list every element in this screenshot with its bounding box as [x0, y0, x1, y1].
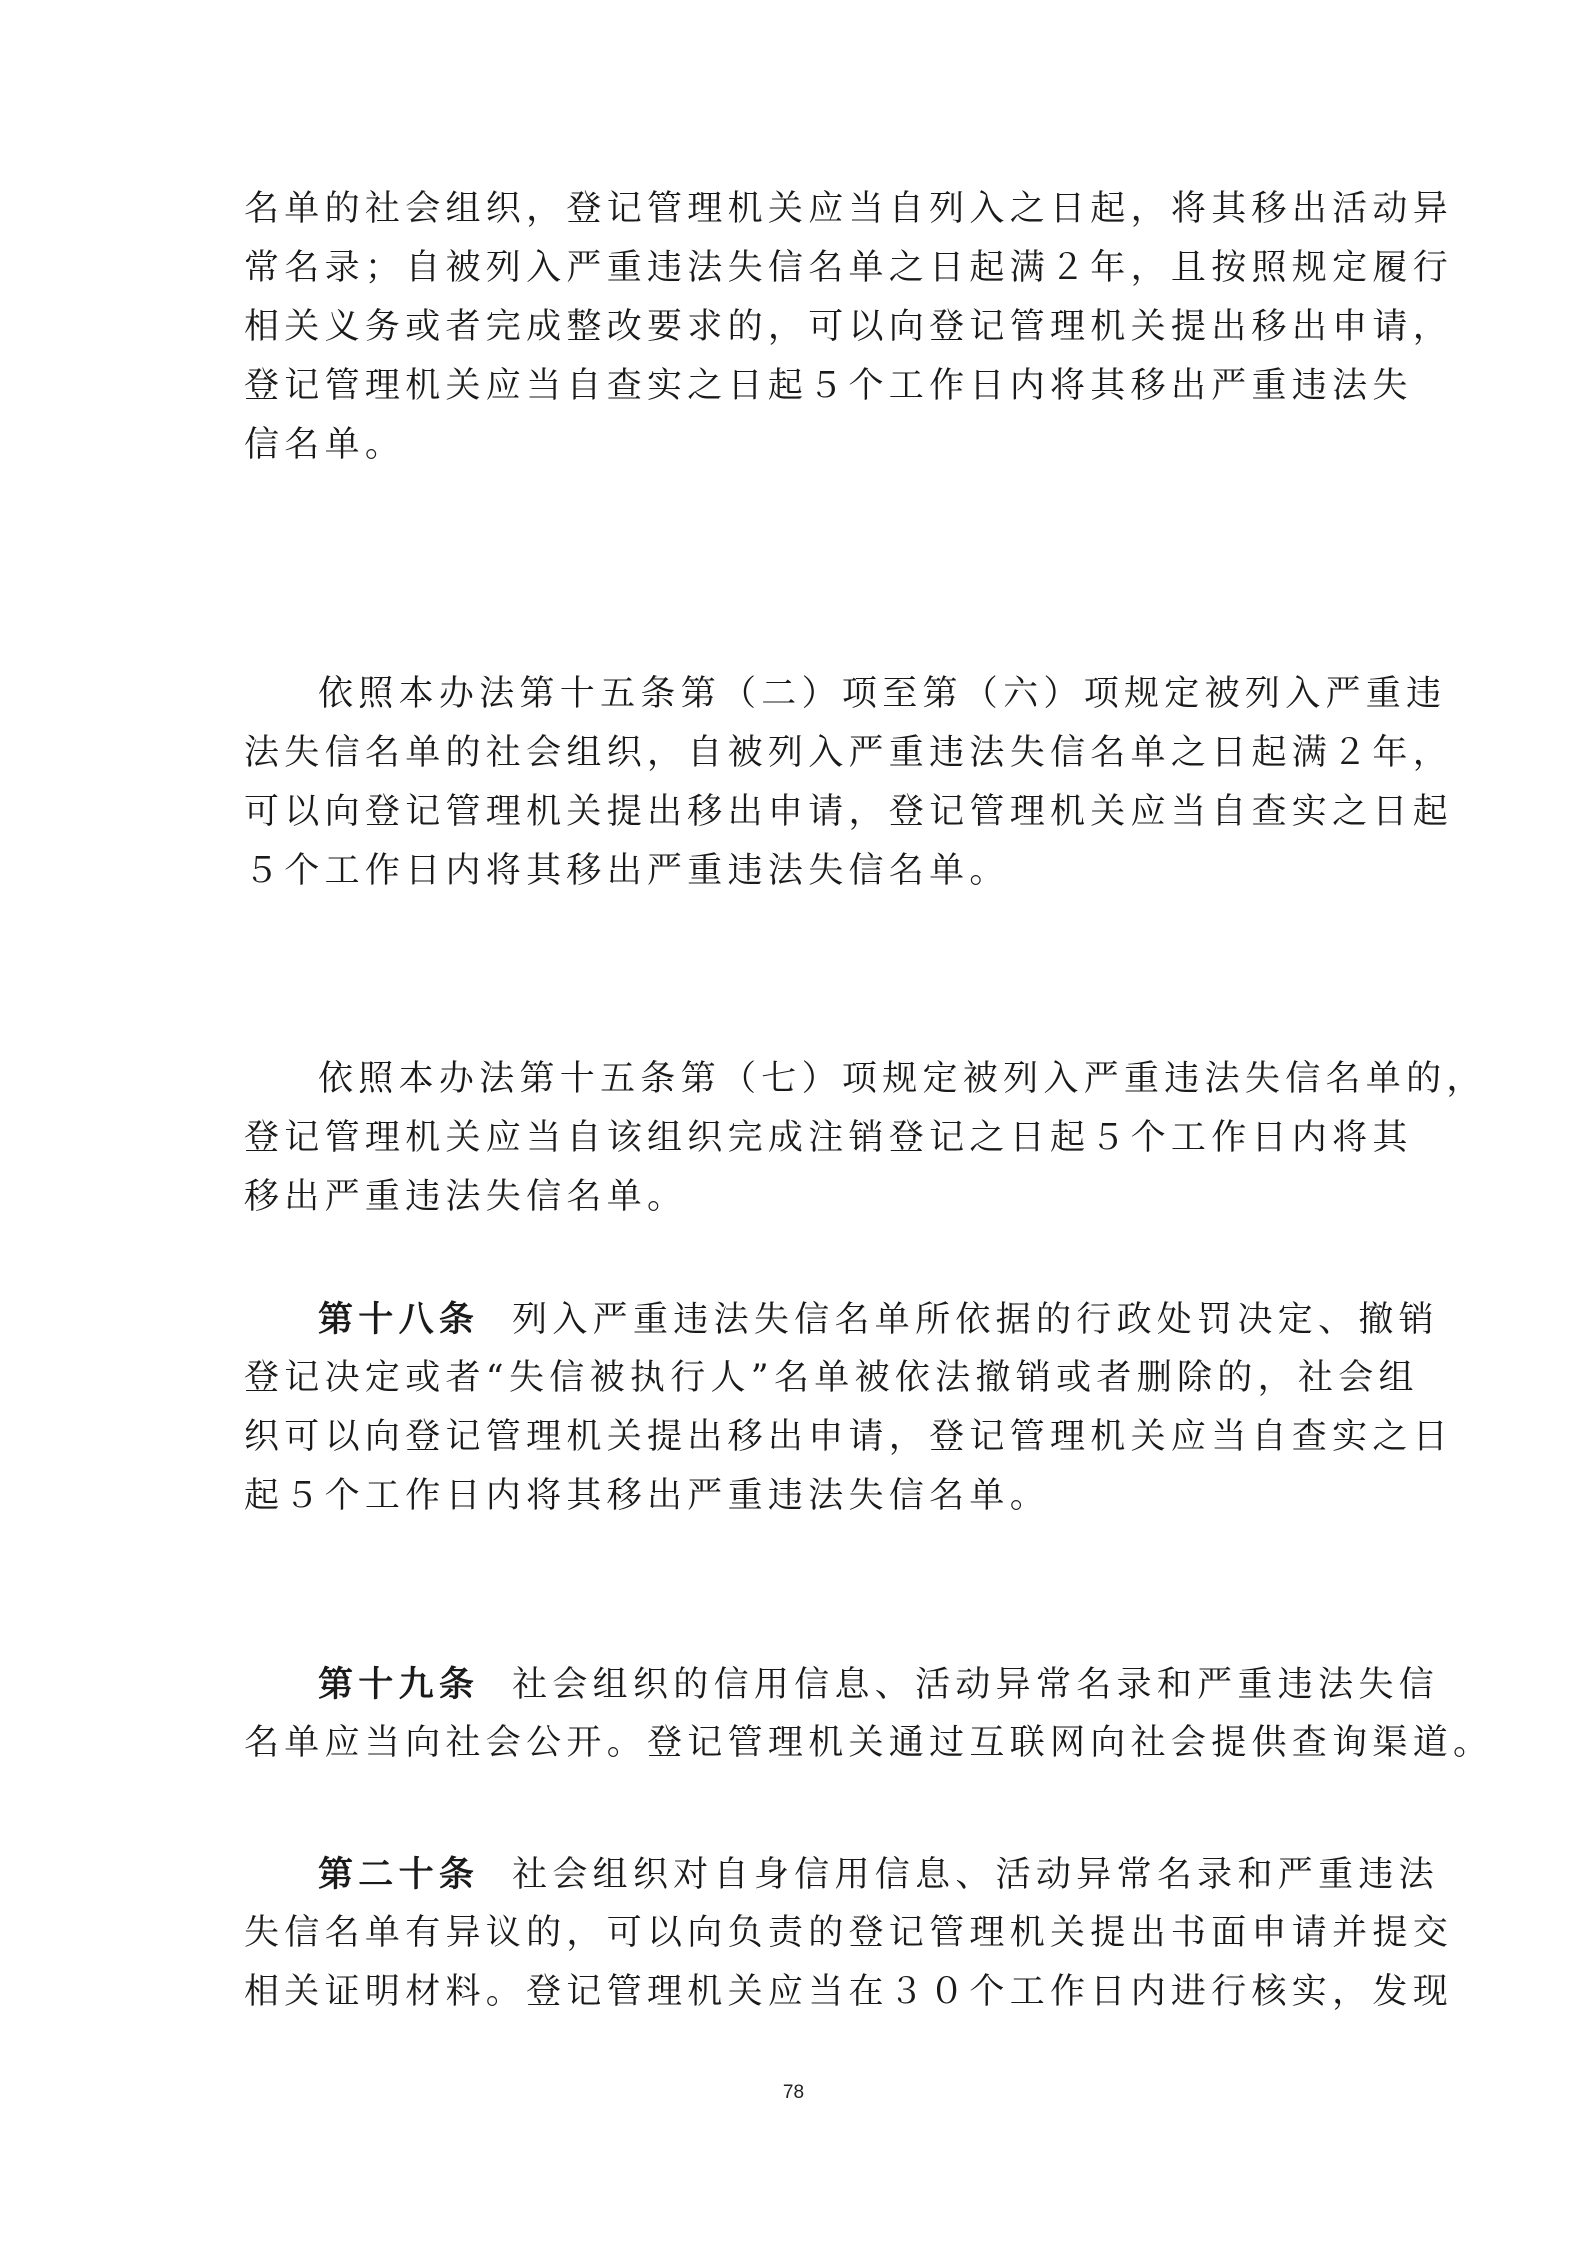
article-text: 列入严重违法失信名单所依据的行政处罚决定、撤销	[512, 1300, 1439, 1340]
text-line: 移出严重违法失信名单。	[244, 1177, 688, 1217]
text-line: 登记决定或者“失信被执行人”名单被依法撤销或者删除的，社会组	[244, 1358, 1419, 1398]
article-text: 社会组织的信用信息、活动异常名录和严重违法失信	[512, 1665, 1439, 1705]
text-line: 可以向登记管理机关提出移出申请，登记管理机关应当自查实之日起	[244, 792, 1454, 832]
article-heading: 第十九条	[318, 1664, 480, 1705]
article-heading: 第二十条	[318, 1854, 480, 1895]
text-line: 常名录；自被列入严重违法失信名单之日起满２年，且按照规定履行	[244, 248, 1454, 288]
text-line: 登记管理机关应当自查实之日起５个工作日内将其移出严重违法失	[244, 366, 1413, 406]
paragraph-item-7	[244, 1050, 1487, 1227]
paragraph-continuation	[244, 180, 1454, 475]
text-line	[244, 1290, 1439, 1349]
text-line: 相关证明材料。登记管理机关应当在３０个工作日内进行核实，发现	[244, 1972, 1454, 2012]
page-number: 78	[782, 2082, 805, 2103]
text-line: 失信名单有异议的，可以向负责的登记管理机关提出书面申请并提交	[244, 1913, 1454, 1953]
text-line	[244, 1845, 1439, 1904]
article-text: 社会组织对自身信用信息、活动异常名录和严重违法	[512, 1855, 1439, 1895]
article-18	[244, 1290, 1454, 1526]
text-line: ５个工作日内将其移出严重违法失信名单。	[244, 851, 1010, 891]
text-line: 信名单。	[244, 425, 406, 465]
article-heading: 第十八条	[318, 1299, 480, 1340]
text-line: 登记管理机关应当自该组织完成注销登记之日起５个工作日内将其	[244, 1118, 1413, 1158]
text-line	[244, 1655, 1439, 1714]
paragraph-item-2-6	[244, 665, 1454, 901]
article-19	[244, 1655, 1494, 1773]
text-line: 起５个工作日内将其移出严重违法失信名单。	[244, 1476, 1051, 1516]
text-line: 织可以向登记管理机关提出移出申请，登记管理机关应当自查实之日	[244, 1417, 1454, 1457]
text-line: 法失信名单的社会组织，自被列入严重违法失信名单之日起满２年，	[244, 733, 1454, 773]
text-line: 依照本办法第十五条第（七）项规定被列入严重违法失信名单的，	[318, 1059, 1487, 1099]
text-line: 名单应当向社会公开。登记管理机关通过互联网向社会提供查询渠道。	[244, 1723, 1494, 1763]
text-line: 相关义务或者完成整改要求的，可以向登记管理机关提出移出申请，	[244, 307, 1454, 347]
text-line: 依照本办法第十五条第（二）项至第（六）项规定被列入严重违	[318, 674, 1447, 714]
text-line: 名单的社会组织，登记管理机关应当自列入之日起，将其移出活动异	[244, 189, 1454, 229]
article-20	[244, 1845, 1454, 2022]
